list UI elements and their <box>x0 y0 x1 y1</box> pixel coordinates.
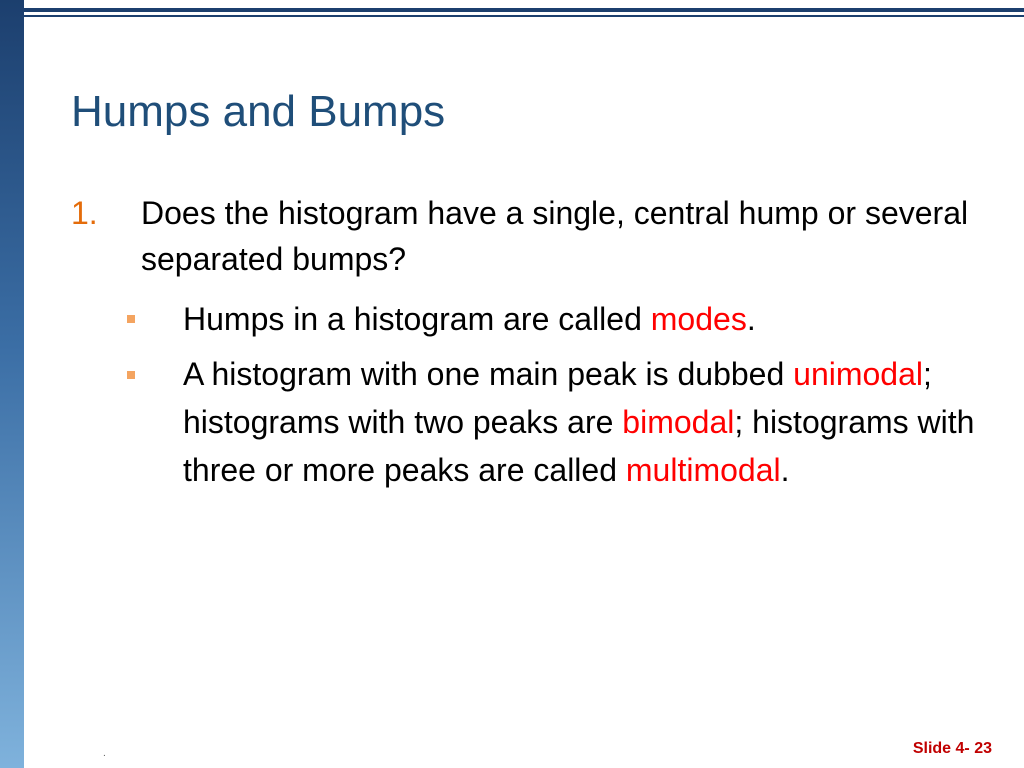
sub-bullet-modes <box>183 295 1013 343</box>
sub-bullet-modality <box>183 350 1013 494</box>
slide-number: Slide 4- 23 <box>912 740 992 757</box>
sub-bullet-text: ; histograms with two peaks are <box>183 356 932 440</box>
sub-bullet-text: . <box>780 452 790 488</box>
sub-bullet-text: A histogram with one main peak is dubbed <box>183 356 794 392</box>
sub-bullet-text: . <box>746 301 756 337</box>
square-bullet-icon <box>127 371 135 379</box>
highlight-term-unimodal: unimodal <box>793 356 923 392</box>
sub-bullet-text: Humps in a histogram are called <box>183 301 651 337</box>
list-item-text: Does the histogram have a single, central hump or several separated bumps? <box>141 195 969 277</box>
footer-mark: . <box>103 748 106 759</box>
slide-title: Humps and Bumps <box>71 87 446 136</box>
highlight-term-multimodal: multimodal <box>625 452 781 488</box>
sub-bullet-text: ; histograms with three or more peaks are called <box>183 404 975 488</box>
list-number: 1. <box>71 195 98 231</box>
highlight-term-modes: modes <box>650 301 747 337</box>
square-bullet-icon <box>127 315 135 323</box>
highlight-term-bimodal: bimodal <box>622 404 735 440</box>
